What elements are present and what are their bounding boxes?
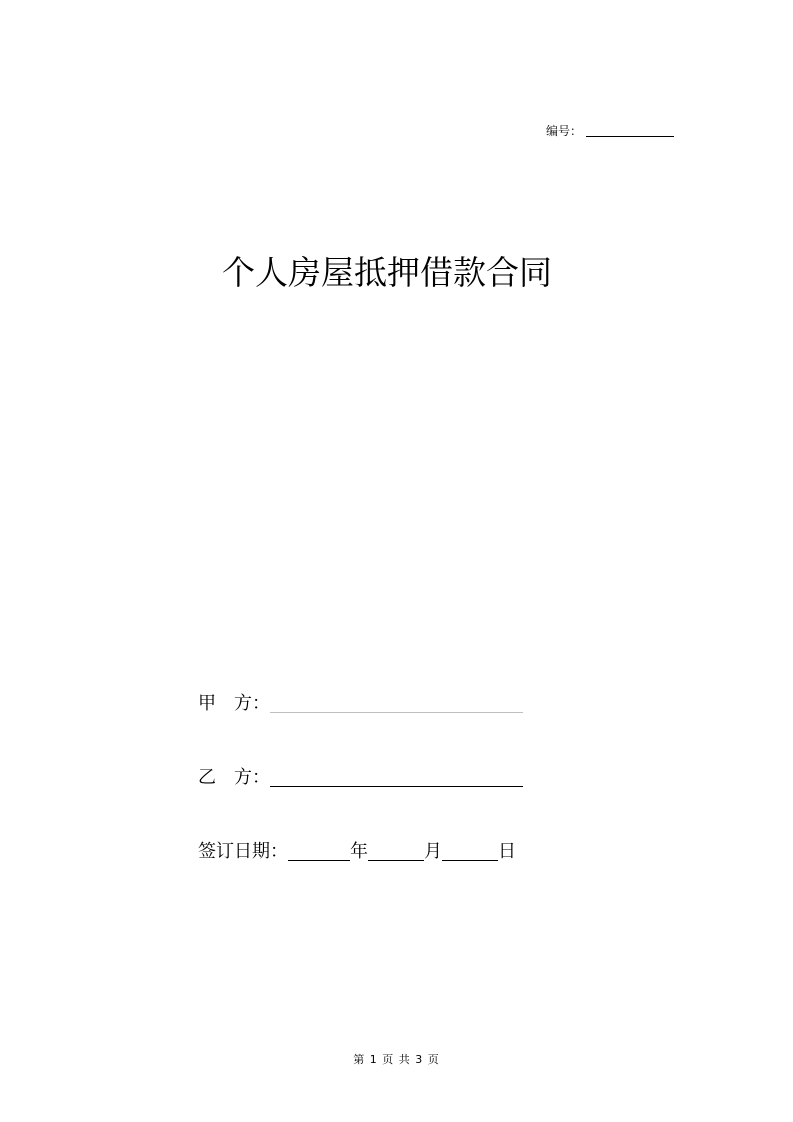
sign-date-label: 签订日期： (198, 841, 288, 862)
sign-month-blank[interactable] (368, 860, 424, 861)
serial-number-label: 编号： (546, 124, 583, 138)
sign-year-blank[interactable] (288, 860, 350, 861)
document-title: 个人房屋抵押借款合同 (222, 253, 552, 292)
day-unit: 日 (498, 841, 516, 862)
serial-number-blank[interactable] (586, 136, 674, 137)
party-b-blank[interactable] (270, 786, 523, 787)
serial-number (546, 122, 674, 140)
sign-date-row (198, 838, 516, 866)
party-b-row (198, 764, 523, 792)
sign-day-blank[interactable] (442, 860, 498, 861)
party-a-blank[interactable] (270, 712, 523, 713)
month-unit: 月 (424, 841, 442, 862)
page-footer: 第 1 页 共 3 页 (353, 1053, 440, 1066)
party-a-row (198, 690, 523, 718)
party-b-label: 乙 方： (198, 767, 270, 788)
year-unit: 年 (350, 841, 368, 862)
party-a-label: 甲 方： (198, 693, 270, 714)
